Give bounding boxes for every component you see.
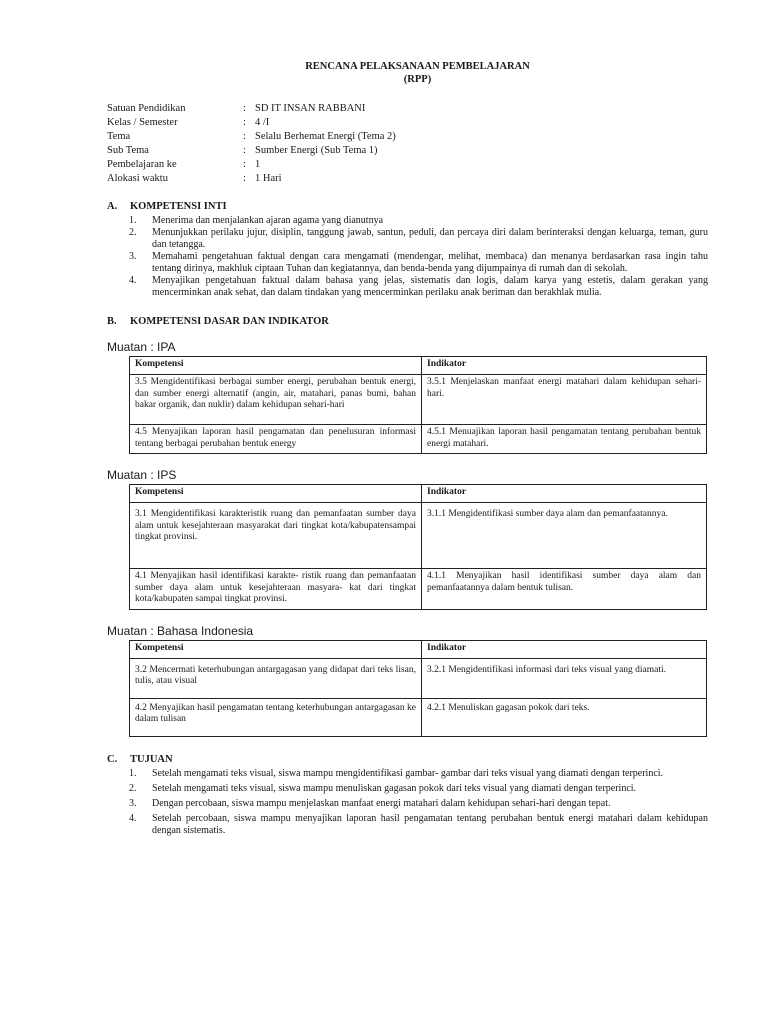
kompetensi-inti-list xyxy=(107,215,708,299)
identity-row xyxy=(107,130,708,144)
identity-label: Satuan Pendidikan xyxy=(107,103,186,114)
list-item xyxy=(107,251,708,275)
item-number: 4. xyxy=(129,812,137,824)
table-row xyxy=(130,658,707,698)
section-title: TUJUAN xyxy=(130,753,173,765)
indikator-cell: 3.5.1 Menjelaskan manfaat energi matahari dalam kehidupan sehari-hari. xyxy=(422,375,707,425)
list-item xyxy=(107,275,708,299)
identity-label: Kelas / Semester xyxy=(107,117,178,128)
kd-table-ips xyxy=(129,484,707,610)
list-item xyxy=(107,783,708,795)
list-item xyxy=(107,798,708,810)
list-item xyxy=(107,813,708,837)
document-title xyxy=(127,60,708,86)
section-letter: B. xyxy=(107,316,117,327)
item-text: Menerima dan menjalankan ajaran agama yang dianutnya xyxy=(152,215,384,226)
identity-row xyxy=(107,102,708,116)
table-header-row xyxy=(130,640,707,658)
identity-colon: : xyxy=(243,103,246,114)
identity-block xyxy=(107,102,708,186)
column-header-indikator: Indikator xyxy=(422,640,707,658)
section-c-heading xyxy=(107,753,708,766)
section-letter: C. xyxy=(107,753,118,765)
identity-value: 1 xyxy=(255,159,261,170)
title-line-1: RENCANA PELAKSANAAN PEMBELAJARAN xyxy=(305,61,530,72)
list-item xyxy=(107,215,708,227)
item-text: Memahami pengetahuan faktual dengan cara mengamati (mendengar, melihat, membaca) dan menanya berdasarkan rasa ingin tahu tentang dirinya, makhluk ciptaan Tuhan dan kegiatannya, dan benda-benda yang dijumpainya di rumah dan di sekolah. xyxy=(152,251,708,274)
identity-label: Alokasi waktu xyxy=(107,173,168,184)
section-title: KOMPETENSI DASAR DAN INDIKATOR xyxy=(130,316,329,327)
column-header-kompetensi: Kompetensi xyxy=(130,640,422,658)
indikator-cell: 3.2.1 Mengidentifikasi informasi dari teks visual yang diamati. xyxy=(422,658,707,698)
identity-colon: : xyxy=(243,159,246,170)
section-letter: A. xyxy=(107,201,118,212)
title-line-2: (RPP) xyxy=(403,74,432,85)
item-text: Menyajikan pengetahuan faktual dalam bahasa yang jelas, sistematis dan logis, dalam karya yang estetis, dalam gerakan yang mencerminkan anak sehat, dan dalam tindakan yang mencerminkan perilaku anak beriman dan berakhlak mulia. xyxy=(152,275,708,298)
item-number: 3. xyxy=(129,251,137,262)
table-header-row xyxy=(130,357,707,375)
kd-table-ipa xyxy=(129,356,707,454)
kompetensi-cell: 4.5 Menyajikan laporan hasil pengamatan dan penelusuran informasi tentang berbagai perubahan bentuk energy xyxy=(130,425,422,454)
identity-value: Sumber Energi (Sub Tema 1) xyxy=(255,145,378,156)
table-row xyxy=(130,375,707,425)
column-header-kompetensi: Kompetensi xyxy=(130,357,422,375)
identity-value: 4 /I xyxy=(255,117,270,128)
table-row xyxy=(130,569,707,610)
kompetensi-cell: 4.1 Menyajikan hasil identifikasi karakte- ristik ruang dan pemanfaatan sumber daya alam untuk kesejahteraan masyara- kat dari tingkat kota/kabupaten sampai tingkat provinsi. xyxy=(130,569,422,610)
identity-label: Pembelajaran ke xyxy=(107,159,177,170)
column-header-indikator: Indikator xyxy=(422,485,707,503)
indikator-cell: 4.2.1 Menuliskan gagasan pokok dari teks. xyxy=(422,698,707,736)
identity-colon: : xyxy=(243,173,246,184)
table-header-row xyxy=(130,485,707,503)
identity-colon: : xyxy=(243,117,246,128)
item-text: Setelah mengamati teks visual, siswa mampu menuliskan gagasan pokok dari teks visual yang diamati dengan terperinci. xyxy=(152,782,637,794)
item-text: Setelah mengamati teks visual, siswa mampu mengidentifikasi gambar- gambar dari teks visual yang diamati dengan terperinci. xyxy=(152,767,664,779)
item-number: 2. xyxy=(129,227,137,238)
kd-table-bahasa-indonesia xyxy=(129,640,707,737)
muatan-label-ipa: Muatan : IPA xyxy=(107,340,176,354)
kompetensi-cell: 3.1 Mengidentifikasi karakteristik ruang dan pemanfaatan sumber daya alam untuk kesejahteraan masyarakat dari tingkat kota/kabupatensampai tingkat provinsi. xyxy=(130,503,422,569)
table-row xyxy=(130,425,707,454)
indikator-cell: 4.5.1 Menuajikan laporan hasil pengamatan tentang perubahan bentuk energi matahari. xyxy=(422,425,707,454)
kompetensi-cell: 3.2 Mencermati keterhubungan antargagasan yang didapat dari teks lisan, tulis, atau visual xyxy=(130,658,422,698)
identity-label: Tema xyxy=(107,131,131,142)
item-number: 4. xyxy=(129,275,137,286)
identity-value: Selalu Berhemat Energi (Tema 2) xyxy=(255,131,396,142)
identity-row xyxy=(107,158,708,172)
identity-row xyxy=(107,144,708,158)
identity-value: 1 Hari xyxy=(255,173,282,184)
identity-value: SD IT INSAN RABBANI xyxy=(255,103,366,114)
item-number: 1. xyxy=(129,767,137,779)
indikator-cell: 3.1.1 Mengidentifikasi sumber daya alam dan pemanfaatannya. xyxy=(422,503,707,569)
item-number: 1. xyxy=(129,215,137,226)
table-row xyxy=(130,503,707,569)
kompetensi-cell: 3.5 Mengidentifikasi berbagai sumber energi, perubahan bentuk energi, dan sumber energi alternatif (angin, air, matahari, panas bumi, bahan bakar organik, dan nuklir) dalam kehidupan sehari-hari xyxy=(130,375,422,425)
kompetensi-cell: 4.2 Menyajikan hasil pengamatan tentang keterhubungan antargagasan ke dalam tulisan xyxy=(130,698,422,736)
muatan-label-ips: Muatan : IPS xyxy=(107,468,177,482)
table-row xyxy=(130,698,707,736)
item-number: 3. xyxy=(129,797,137,809)
identity-colon: : xyxy=(243,145,246,156)
identity-row xyxy=(107,172,708,186)
identity-colon: : xyxy=(243,131,246,142)
muatan-label-bahasa-indonesia: Muatan : Bahasa Indonesia xyxy=(107,623,254,638)
list-item xyxy=(107,227,708,251)
column-header-kompetensi: Kompetensi xyxy=(130,485,422,503)
tujuan-list xyxy=(107,768,708,837)
column-header-indikator: Indikator xyxy=(422,357,707,375)
section-a-heading xyxy=(107,200,708,213)
indikator-cell: 4.1.1 Menyajikan hasil identifikasi sumber daya alam dan pemanfaatannya dalam bentuk tulisan. xyxy=(422,569,707,610)
section-b-heading xyxy=(107,315,708,328)
item-text: Setelah percobaan, siswa mampu menyajikan laporan hasil pengamatan tentang perubahan bentuk energi matahari dalam kehidupan dengan sistematis. xyxy=(152,812,708,836)
item-text: Dengan percobaan, siswa mampu menjelaskan manfaat energi matahari dalam kehidupan sehari-hari dengan tepat. xyxy=(152,797,611,809)
identity-row xyxy=(107,116,708,130)
item-number: 2. xyxy=(129,782,137,794)
section-title: KOMPETENSI INTI xyxy=(130,201,227,212)
item-text: Menunjukkan perilaku jujur, disiplin, tanggung jawab, santun, peduli, dan percaya diri dalam berinteraksi dengan keluarga, teman, guru dan tetangga. xyxy=(152,227,708,250)
identity-label: Sub Tema xyxy=(107,145,149,156)
list-item xyxy=(107,768,708,780)
